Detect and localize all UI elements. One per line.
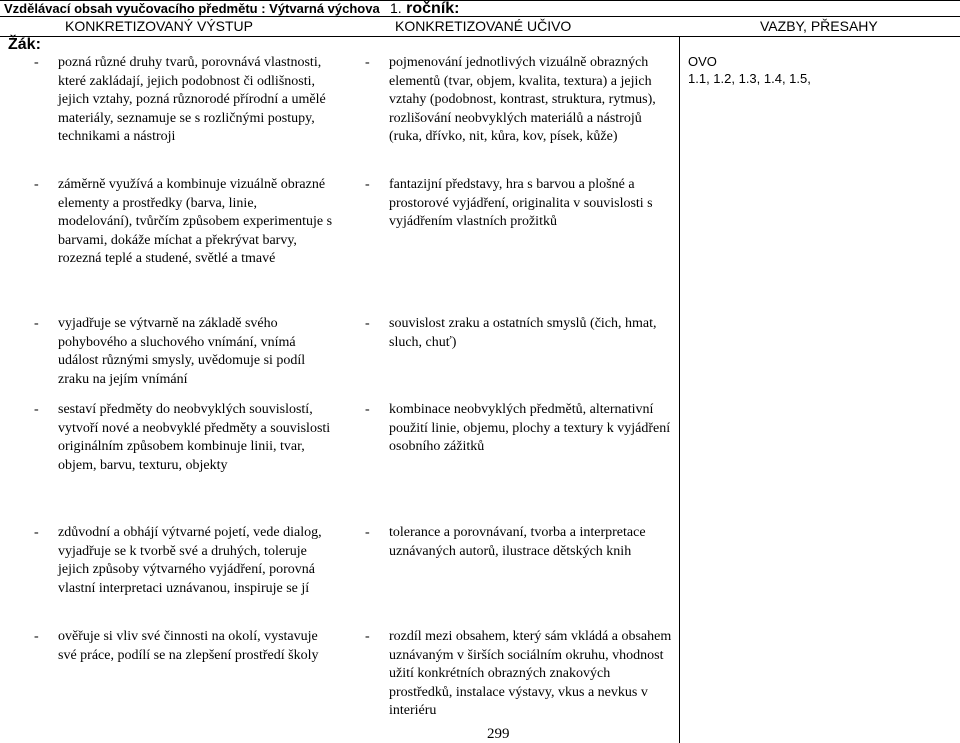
output-item: - sestaví předměty do neobvyklých souvislostí, vytvoří nové a neobvyklé předměty a souvislosti originálním způsobem kombinuje linii, tvar, objem, barvu, texturu, objekty — [34, 402, 331, 473]
column-header-links: VAZBY, PŘESAHY — [760, 18, 878, 34]
column-divider — [679, 37, 680, 743]
grade-number: 1. — [390, 0, 402, 16]
column-header-contents: KONKRETIZOVANÉ UČIVO — [395, 18, 572, 34]
content-item: - souvislost zraku a ostatních smyslů (čich, hmat, sluch, chuť) — [365, 316, 657, 350]
links-line-2: 1.1, 1.2, 1.3, 1.4, 1.5, — [688, 71, 811, 86]
page-number: 299 — [487, 726, 510, 742]
content-item: - rozdíl mezi obsahem, který sám vkládá a obsahem uznávaným v širších sociálním okruhu, vhodnost užití konkrétních obrazných znakových prostředků, instalace výstavy, vkus a nevkus v interiéru — [365, 629, 672, 718]
output-item: - pozná různé druhy tvarů, porovnává vlastnosti, které zakládají, jejich podobnost či odlišnosti, jejich vztahy, pozná různorodé přírodní a umělé materiály, seznamuje se s rozličnými postupy, technikami a nástroji — [34, 55, 326, 144]
subject-title: Vzdělávací obsah vyučovacího předmětu : Výtvarná výchova — [4, 1, 380, 16]
output-item: - ověřuje si vliv své činnosti na okolí, vystavuje své práce, podílí se na zlepšení prostředí školy — [34, 629, 319, 663]
output-item: - záměrně využívá a kombinuje vizuálně obrazné elementy a prostředky (barva, linie, modelování), tvůrčím způsobem experimentuje s barvami, dokáže míchat a překrývat barvy, rozezná teplé a studené, světlé a tmavé — [34, 177, 333, 266]
pupil-label: Žák: — [8, 36, 41, 53]
links-cell — [688, 53, 811, 87]
column-header-row — [0, 17, 960, 37]
content-item: - fantazijní představy, hra s barvou a plošné a prostorové vyjádření, originalita v souvislosti s vyjádřením vlastních prožitků — [365, 177, 653, 229]
links-line-1: OVO — [688, 54, 717, 69]
column-header-outputs: KONKRETIZOVANÝ VÝSTUP — [65, 18, 253, 34]
document-title-row — [0, 0, 960, 17]
content-item: - tolerance a porovnávaní, tvorba a interpretace uznávaných autorů, ilustrace dětských knih — [365, 525, 646, 559]
content-item: - kombinace neobvyklých předmětů, alternativní použití linie, objemu, plochy a textury k vyjádření osobního zážitků — [365, 402, 671, 454]
content-item: - pojmenování jednotlivých vizuálně obrazných elementů (tvar, objem, kvalita, textura) a jejich vztahy (podobnost, kontrast, struktura, rytmus), rozlišování neobvyklých materiálů a nástrojů (ruka, dřívko, nit, kůra, kov, písek, kůže) — [365, 55, 656, 144]
output-item: - vyjadřuje se výtvarně na základě svého pohybového a sluchového vnímání, vnímá událost různými smysly, uvědomuje si podíl zraku na jejím vnímání — [34, 316, 306, 387]
grade-title — [390, 0, 459, 18]
grade-word: ročník: — [406, 0, 460, 17]
output-item: - zdůvodní a obhájí výtvarné pojetí, vede dialog, vyjadřuje se k tvorbě své a druhých, toleruje jejich způsoby výtvarného vyjádření, porovná vlastní interpretaci uznávanou, inspiruje se jí — [34, 525, 322, 596]
